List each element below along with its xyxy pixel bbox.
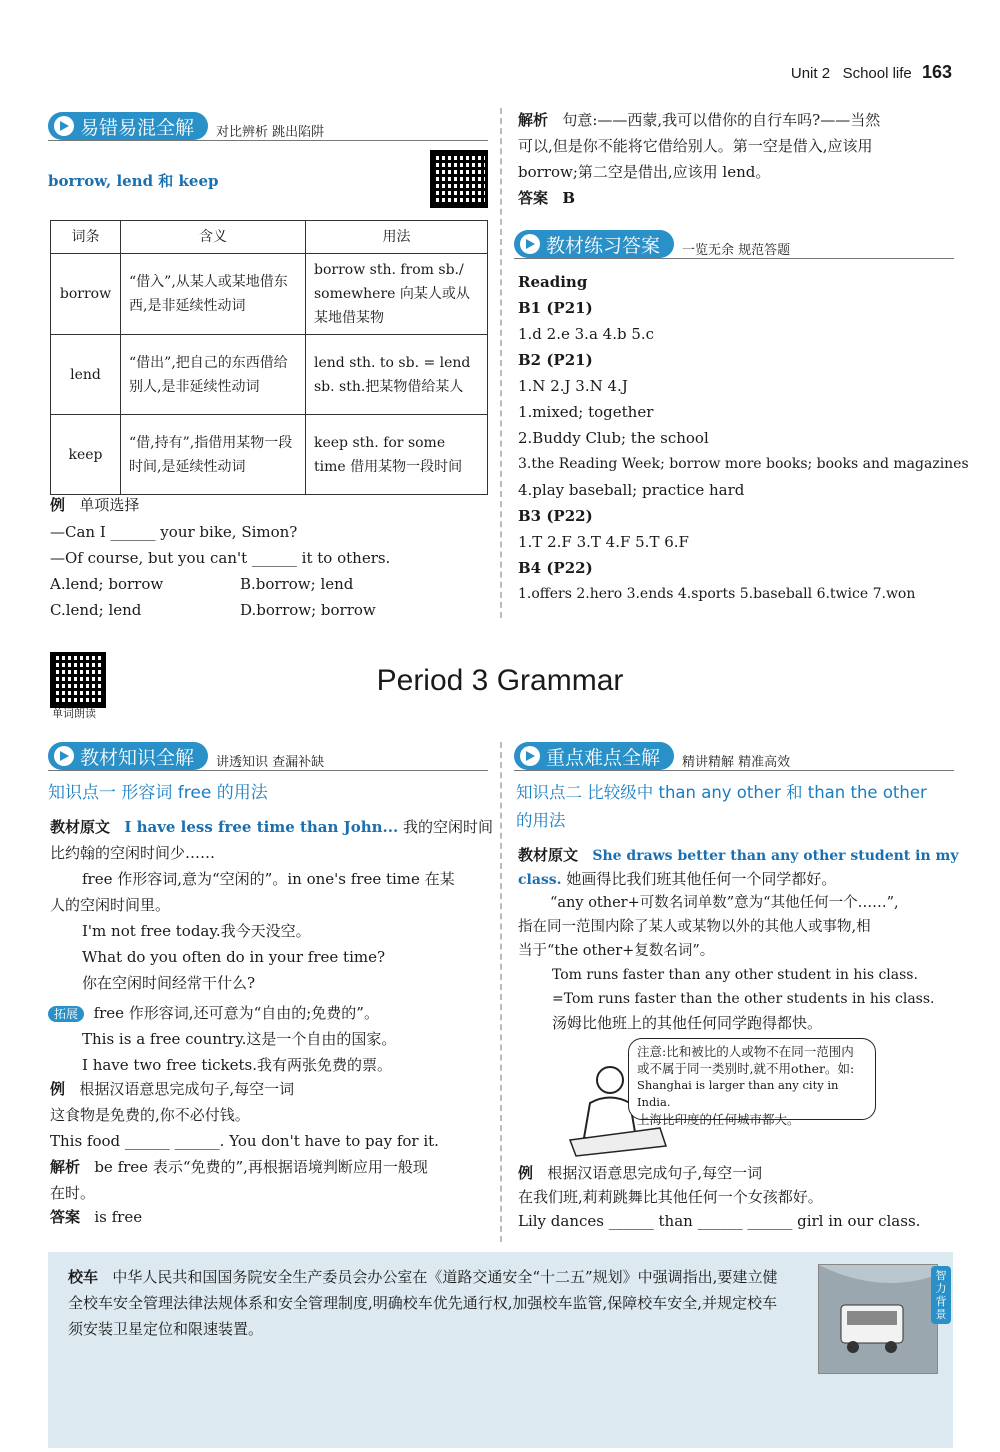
example-line [50,1076,294,1102]
megaphone-icon [54,746,74,766]
source-line [50,814,493,840]
note-line: 注意:比和被比的人或物不在同一范围内 [637,1044,854,1059]
body-line: 汤姆比他班上的其他任何同学跑得都快。 [552,1014,823,1032]
body-line: 你在空闲时间经常干什么? [82,974,256,992]
banner-title: 重点难点全解 [546,746,661,769]
section-heading: borrow, lend 和 keep [48,172,219,190]
footer-background-box [48,1252,953,1448]
table-header-row [51,221,488,254]
source-english: I have less free time than John... [124,818,399,836]
body-line: This food ______ ______. You don't have to pay for it. [50,1132,439,1150]
example-label: 例 [518,1164,534,1182]
source-english: She draws better than any other student in my [592,848,959,864]
note-bubble [628,1038,876,1127]
banner-key-points [514,738,790,770]
table-row [51,335,488,415]
megaphone-icon [520,234,540,254]
banner-title: 教材练习答案 [546,234,661,257]
answer-line: 4.play baseball; practice hard [518,481,745,499]
table-cell: “借出”,把自己的东西借给别人,是非延续性动词 [121,335,306,415]
source-line [518,842,958,869]
column-divider-top [500,108,502,618]
body-line: free 作形容词,意为“空闲的”。in one's free time 在某 [82,870,455,888]
footer-label: 校车 [68,1268,99,1286]
option-a: A.lend; borrow [50,575,164,593]
page-number: 163 [921,62,952,82]
answer-value: is free [94,1208,143,1226]
body-line: 在我们班,莉莉跳舞比其他任何一个女孩都好。 [518,1188,823,1206]
source-chinese: 我的空闲时间 [403,818,494,836]
answer-line: 1.offers 2.hero 3.ends 4.sports 5.baseball 6.twice 7.won [518,586,916,602]
answer-line: 1.mixed; together [518,403,654,421]
banner-subtitle: 讲透知识 查漏补缺 [216,755,325,770]
note-line: Shanghai is larger than any city in India. [637,1078,839,1109]
table-row [51,254,488,335]
answer-value: B [562,189,576,207]
banner-title: 教材知识全解 [80,746,195,769]
body-line: 比约翰的空闲时间少…… [50,844,216,862]
question-line: —Can I ______ your bike, Simon? [50,523,298,541]
source-english: class. [518,872,562,888]
banner-subtitle: 对比辨析 跳出陷阱 [216,125,325,140]
analysis-label: 解析 [50,1158,81,1176]
banner-subtitle: 一览无余 规范答题 [682,243,791,258]
answer-line: B4 (P22) [518,559,593,577]
answer-line: Reading [518,273,588,291]
banner-subtitle: 精讲精解 精准高效 [682,755,791,770]
example-type: 单项选择 [79,496,140,514]
banner-exercise-answers [514,226,790,258]
analysis-text: be free 表示“免费的”,再根据语境判断应用一般现 [94,1158,428,1176]
table-cell: “借入”,从某人或某地借东西,是非延续性动词 [121,254,306,335]
knowledge-point-title: 知识点二 比较级中 than any other 和 than the other [516,783,927,802]
answer-line: B2 (P21) [518,351,593,369]
period-title: Period 3 Grammar [376,664,624,697]
analysis-text: 句意:——西蒙,我可以借你的自行车吗?——当然 [562,111,881,129]
table-header: 词条 [51,221,121,254]
example-label: 例 [50,1080,66,1098]
knowledge-point-title: 的用法 [516,811,566,830]
megaphone-icon [54,116,74,136]
unit-label: Unit 2 [790,65,831,82]
analysis-line: 可以,但是你不能将它借给别人。第一空是借入,应该用 [518,137,873,155]
table-cell: lend sth. to sb. = lend sb. sth.把某物借给某人 [306,335,488,415]
table-cell: lend [51,335,121,415]
example-label: 例 [50,496,66,514]
question-line: —Of course, but you can't ______ it to others. [50,549,391,567]
example-type: 根据汉语意思完成句子,每空一词 [79,1080,295,1098]
body-line: What do you often do in your free time? [82,948,386,966]
body-line: “any other+可数名词单数”意为“其他任何一个……”, [550,895,899,911]
source-line [518,866,836,893]
table-cell: borrow sth. from sb./ somewhere 向某人或从某地借某物 [306,254,488,335]
qr-code-icon[interactable] [430,150,488,208]
bus-icon [819,1265,937,1373]
body-line: =Tom runs faster than the other students in his class. [552,991,935,1007]
analysis-line: borrow;第二空是借出,应该用 lend。 [518,163,771,181]
banner-underline [514,258,954,259]
body-line: I'm not free today.我今天没空。 [82,922,311,940]
knowledge-point-title: 知识点一 形容词 free 的用法 [48,783,268,803]
banner-title: 易错易混全解 [80,116,195,139]
answer-line [50,1204,142,1230]
column-divider-bottom [500,742,502,1242]
answer-line: 1.d 2.e 3.a 4.b 5.c [518,325,655,343]
body-line: 这食物是免费的,你不必付钱。 [50,1106,250,1124]
body-line: This is a free country.这是一个自由的国家。 [82,1030,397,1048]
body-line: Tom runs faster than any other student in his class. [552,967,918,983]
footer-text [68,1264,783,1342]
body-line: Lily dances ______ than ______ ______ girl in our class. [518,1212,921,1230]
extension-text: free 作形容词,还可意为“自由的;免费的”。 [93,1004,379,1022]
analysis-line [50,1154,428,1180]
banner-underline [48,140,488,141]
body-line: 人的空闲时间里。 [50,896,171,914]
option-c: C.lend; lend [50,601,142,619]
source-label: 教材原文 [518,846,579,864]
option-b: B.borrow; lend [240,575,354,593]
section-label: School life [842,65,912,82]
source-chinese: 她画得比我们班其他任何一个同学都好。 [566,870,837,888]
answer-label: 答案 [50,1208,81,1226]
footer-body: 中华人民共和国国务院安全生产委员会办公室在《道路交通安全“十二五”规划》中强调指出,要建立健全校车安全管理法律法规体系和安全管理制度,明确校车优先通行权,加强校车监管,保障校车安全,并规定校车须安装卫星定位和限速装置。 [68,1268,778,1338]
answer-line: 3.the Reading Week; borrow more books; books and magazines [518,456,969,472]
answer-line: 2.Buddy Club; the school [518,429,709,447]
table-cell: keep sth. for some time 借用某物一段时间 [306,415,488,495]
example-type: 根据汉语意思完成句子,每空一词 [547,1164,763,1182]
example-line [50,492,139,518]
answer-line: B3 (P22) [518,507,593,525]
body-line: I have two free tickets.我有两张免费的票。 [82,1056,393,1074]
note-line: 上海比印度的任何城市都大。 [637,1112,800,1127]
school-bus-image [818,1264,938,1374]
answer-label: 答案 [518,189,549,207]
analysis-line: 在时。 [50,1184,96,1202]
banner-underline [514,770,954,771]
side-tag: 智力背景 [931,1266,951,1324]
body-line: 指在同一范围内除了某人或某物以外的其他人或事物,相 [518,919,871,935]
option-d: D.borrow; borrow [240,601,376,619]
table-cell: keep [51,415,121,495]
table-header: 含义 [121,221,306,254]
table-cell: borrow [51,254,121,335]
example-line [518,1160,762,1186]
qr-caption: 单词朗读 [52,707,96,720]
answer-line: 1.N 2.J 3.N 4.J [518,377,628,395]
vocab-table [50,220,488,495]
answer-line: B1 (P21) [518,299,593,317]
analysis-label: 解析 [518,111,549,129]
page-header [791,62,952,83]
banner-underline [48,770,488,771]
table-header: 用法 [306,221,488,254]
banner-confusable [48,108,324,140]
answer-line [518,185,575,211]
body-line: 当于“the other+复数名词”。 [518,943,715,959]
banner-knowledge [48,738,324,770]
note-line: 或不属于同一类别时,就不用other。如: [637,1061,855,1076]
analysis-line [518,107,880,133]
table-row [51,415,488,495]
answer-line: 1.T 2.F 3.T 4.F 5.T 6.F [518,533,689,551]
megaphone-icon [520,746,540,766]
extension-badge: 拓展 [48,1006,84,1022]
table-cell: “借,持有”,指借用某物一段时间,是延续性动词 [121,415,306,495]
source-label: 教材原文 [50,818,111,836]
extension-line [48,1000,379,1027]
